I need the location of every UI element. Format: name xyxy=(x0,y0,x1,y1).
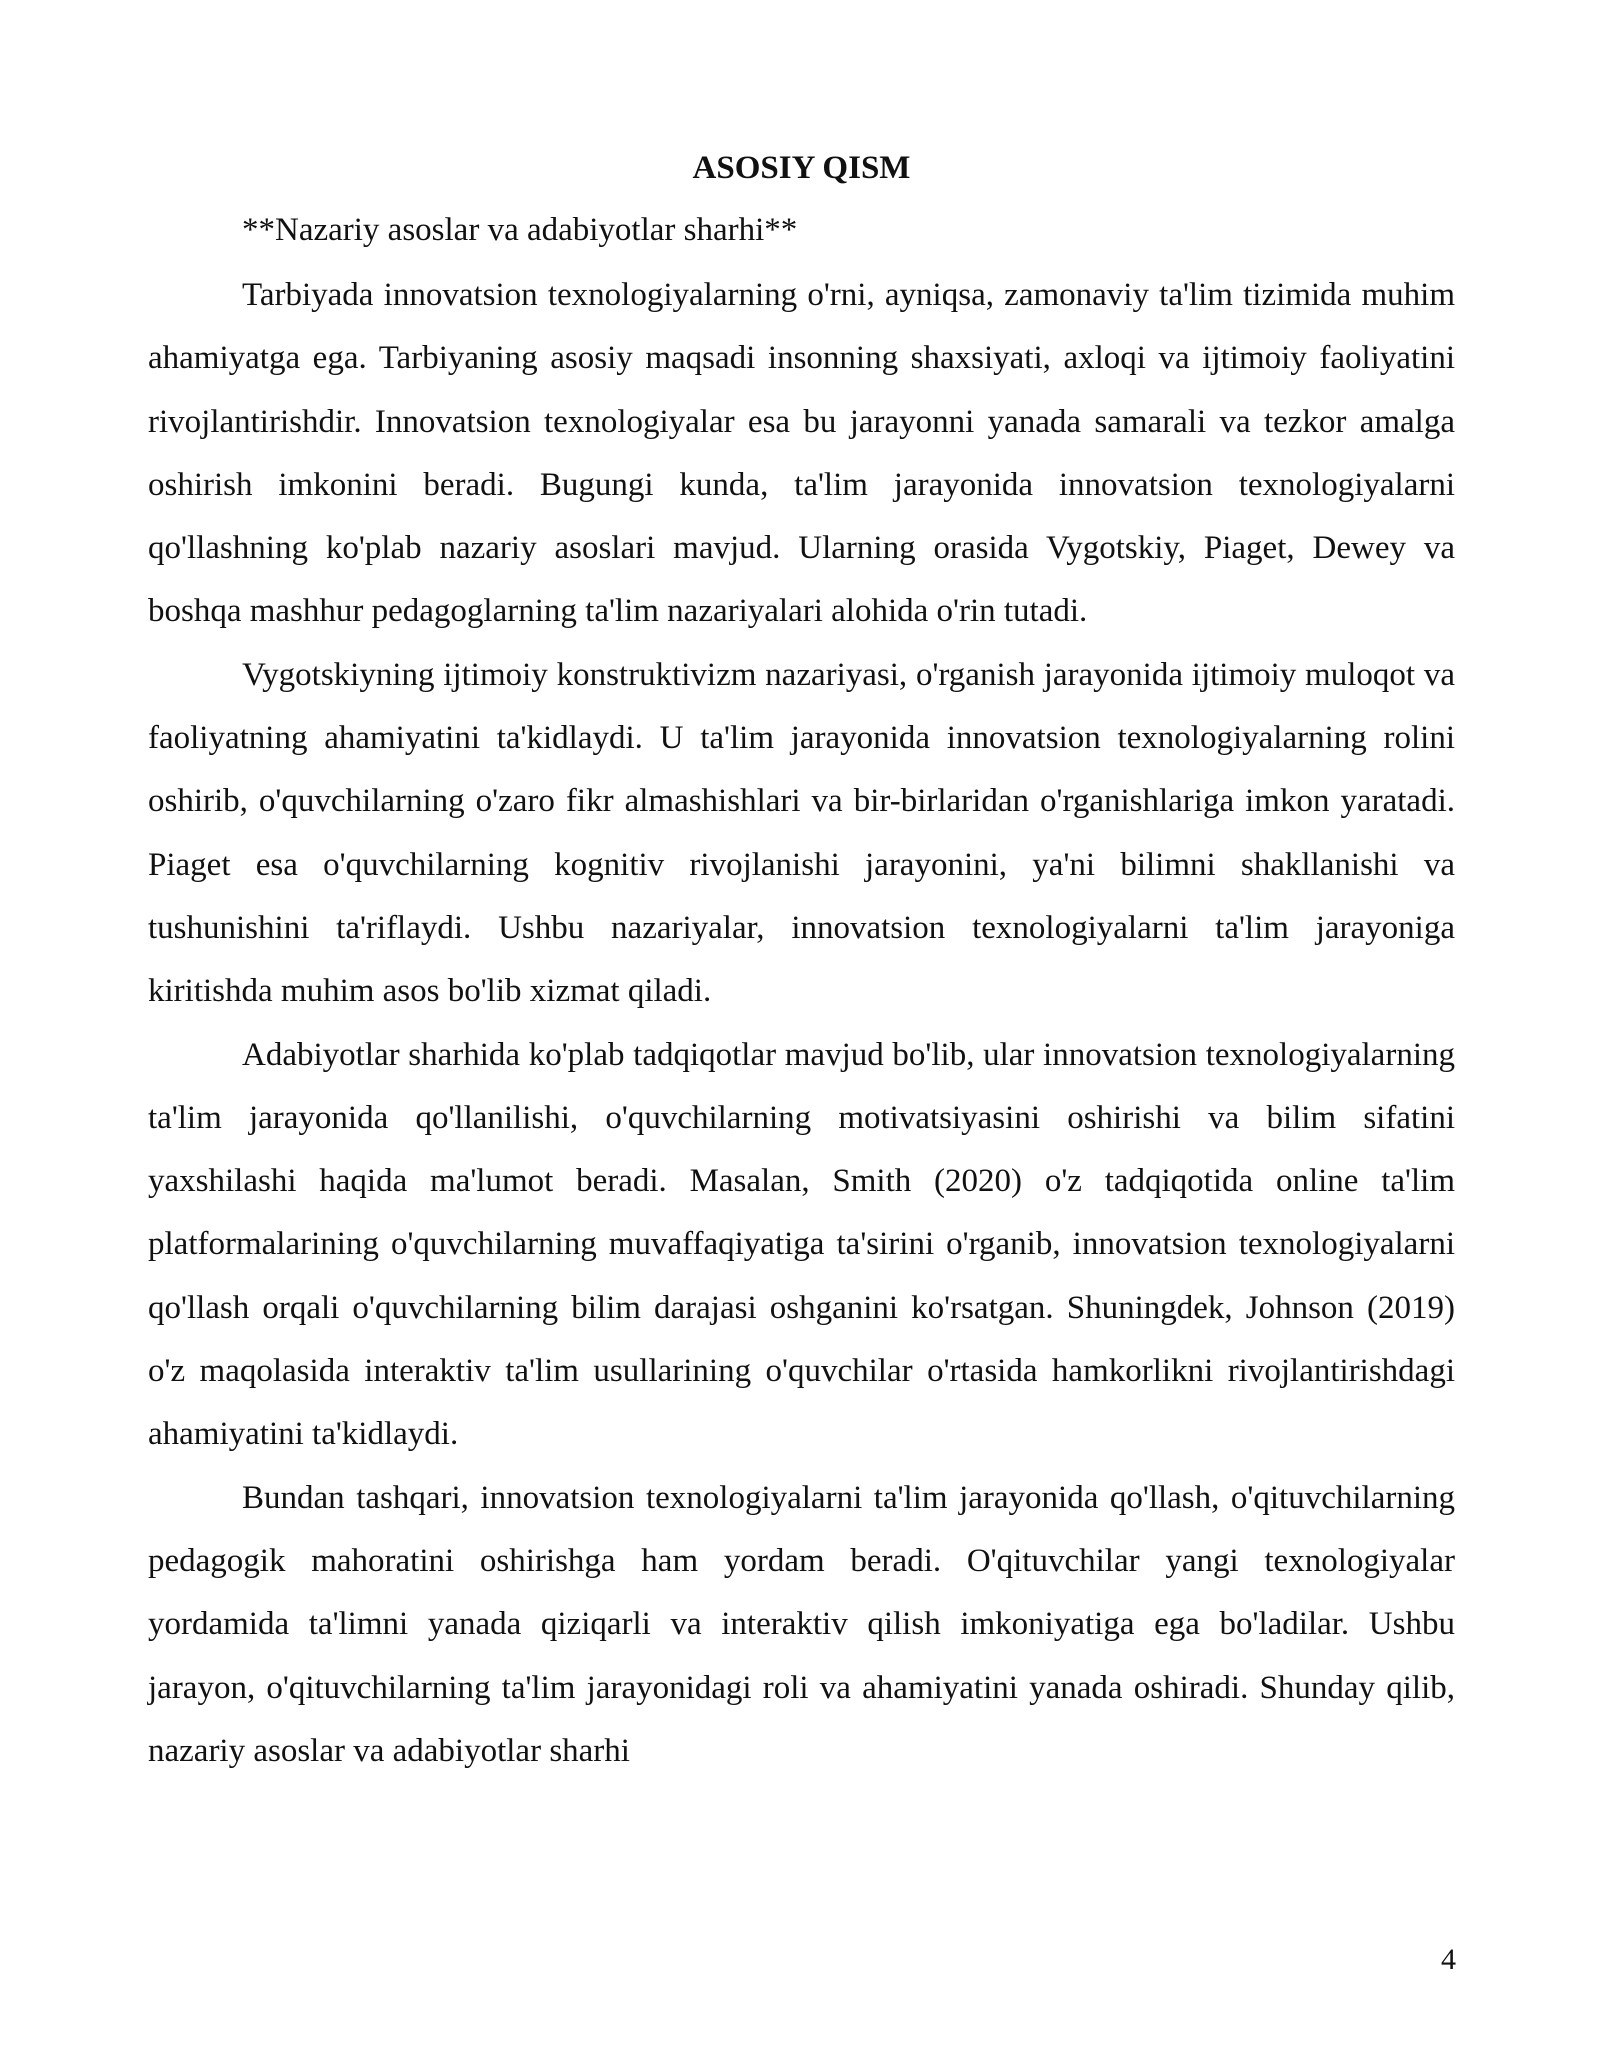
section-title: ASOSIY QISM xyxy=(692,150,911,186)
section-subtitle: **Nazariy asoslar va adabiyotlar sharhi** xyxy=(242,212,798,248)
page-number: 4 xyxy=(1441,1943,1456,1976)
page-content xyxy=(148,148,1455,1783)
paragraph-4: Bundan tashqari, innovatsion texnologiyalarni ta'lim jarayonida qo'llash, o'qituvchilarning pedagogik mahoratini oshirishga ham yordam beradi. O'qituvchilar yangi texnologiyalar yordamida ta'limni yanada qiziqarli va interaktiv qilish imkoniyatiga ega bo'ladilar. Ushbu jarayon, o'qituvchilarning ta'lim jarayonidagi roli va ahamiyatini yanada oshiradi. Shunday qilib, nazariy asoslar va adabiyotlar sharhi xyxy=(148,1479,1455,1769)
paragraph-3: Adabiyotlar sharhida ko'plab tadqiqotlar mavjud bo'lib, ular innovatsion texnologiyalarning ta'lim jarayonida qo'llanilishi, o'quvchilarning motivatsiyasini oshirishi va bilim sifatini yaxshilashi haqida ma'lumot beradi. Masalan, Smith (2020) o'z tadqiqotida online ta'lim platformalarining o'quvchilarning muvaffaqiyatiga ta'sirini o'rganib, innovatsion texnologiyalarni qo'llash orqali o'quvchilarning bilim darajasi oshganini ko'rsatgan. Shuningdek, Johnson (2019) o'z maqolasida interaktiv ta'lim usullarining o'quvchilar o'rtasida hamkorlikni rivojlantirishdagi ahamiyatini ta'kidlaydi. xyxy=(148,1036,1455,1453)
paragraph-1: Tarbiyada innovatsion texnologiyalarning o'rni, ayniqsa, zamonaviy ta'lim tizimida muhim ahamiyatga ega. Tarbiyaning asosiy maqsadi insonning shaxsiyati, axloqi va ijtimoiy faoliyatini rivojlantirishdir. Innovatsion texnologiyalar esa bu jarayonni yanada samarali va tezkor amalga oshirish imkonini beradi. Bugungi kunda, ta'lim jarayonida innovatsion texnologiyalarni qo'llashning ko'plab nazariy asoslari mavjud. Ularning orasida Vygotskiy, Piaget, Dewey va boshqa mashhur pedagoglarning ta'lim nazariyalari alohida o'rin tutadi. xyxy=(148,277,1455,630)
paragraph-2: Vygotskiyning ijtimoiy konstruktivizm nazariyasi, o'rganish jarayonida ijtimoiy muloqot va faoliyatning ahamiyatini ta'kidlaydi. U ta'lim jarayonida innovatsion texnologiyalarning rolini oshirib, o'quvchilarning o'zaro fikr almashishlari va bir-birlaridan o'rganishlariga imkon yaratadi. Piaget esa o'quvchilarning kognitiv rivojlanishi jarayonini, ya'ni bilimni shakllanishi va tushunishini ta'riflaydi. Ushbu nazariyalar, innovatsion texnologiyalarni ta'lim jarayoniga kiritishda muhim asos bo'lib xizmat qiladi. xyxy=(148,656,1455,1010)
